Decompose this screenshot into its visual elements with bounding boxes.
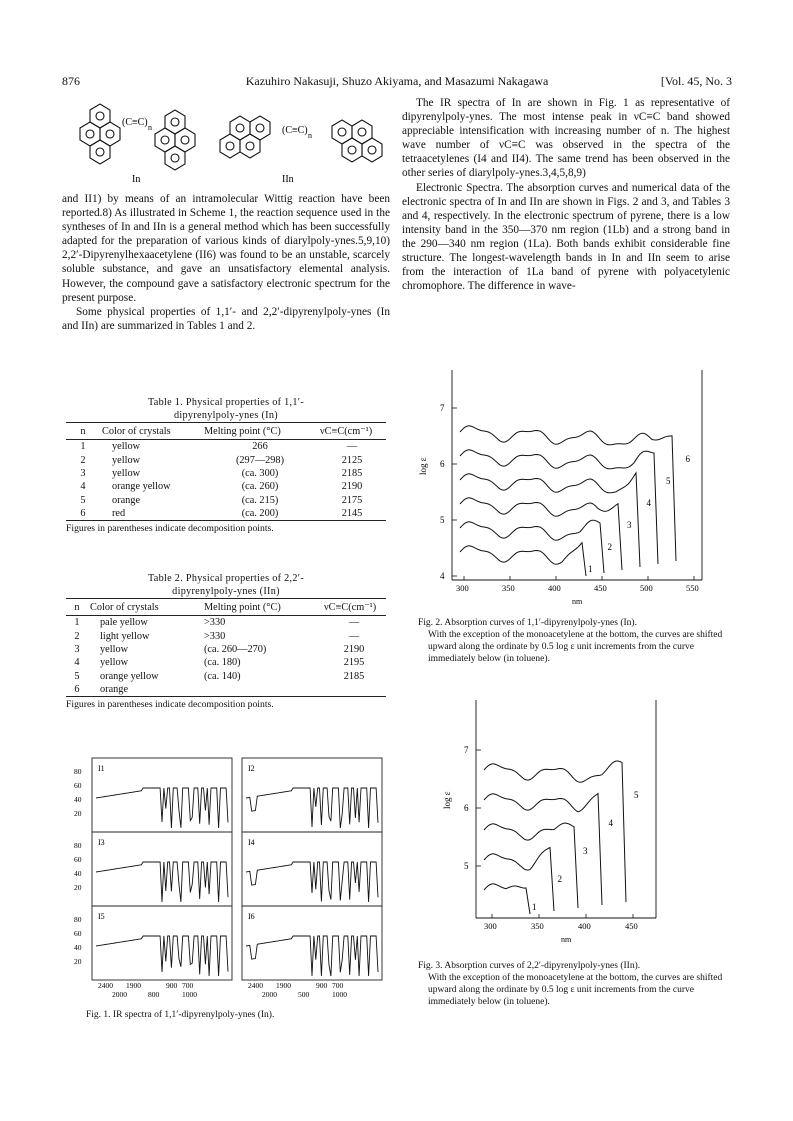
bond-text-ii: (C≡C) <box>282 125 308 136</box>
table-cell: (ca. 260—270) <box>204 643 267 655</box>
y-tick-label: 40 <box>74 795 82 804</box>
curve-label: 3 <box>627 520 632 530</box>
absorption-curve <box>460 543 586 576</box>
table-cell: 6 <box>66 683 88 697</box>
x-tick-label: 1900 <box>276 981 291 990</box>
y-tick-label: 20 <box>74 957 82 966</box>
table-cell: 3 <box>74 643 80 655</box>
ir-spectrum-line <box>246 936 378 976</box>
x-axis-label: nm <box>572 597 583 606</box>
right-column-text <box>402 96 730 293</box>
absorption-curve <box>484 884 530 914</box>
curve-label: 1 <box>532 902 537 912</box>
ir-spectrum-line <box>96 788 228 828</box>
table-cell: 266 <box>252 441 268 453</box>
y-axis-label: log ε <box>442 791 452 809</box>
y-tick-label: 6 <box>464 803 469 813</box>
y-tick-label: 5 <box>464 861 469 871</box>
x-tick-label: 1900 <box>126 981 141 990</box>
table-note: Figures in parentheses indicate decomposition points. <box>66 523 274 535</box>
y-tick-label: 60 <box>74 855 82 864</box>
table-cell: 2 <box>74 630 80 642</box>
x-tick-label: 450 <box>594 583 607 593</box>
panel-label: I3 <box>98 838 105 847</box>
table-cell: 5 <box>80 494 86 506</box>
column-header: Color of crystals <box>100 423 202 440</box>
panel-label: I5 <box>98 912 105 921</box>
table-cell: >330 <box>204 617 226 629</box>
panel-label: I4 <box>248 838 255 847</box>
curve-label: 4 <box>646 498 651 508</box>
table-cell <box>322 683 386 697</box>
figure-1-caption: Fig. 1. IR spectra of 1,1′-dipyrenylpoly-ynes (In). <box>86 1010 275 1020</box>
table-cell: 2185 <box>341 467 363 479</box>
figure-3-absorption <box>444 690 704 950</box>
y-tick-label: 80 <box>74 767 82 776</box>
table-row <box>66 467 386 480</box>
x-tick-label: 2400 <box>248 981 263 990</box>
paragraph: and II1) by means of an intramolecular Wittig reaction have been reported.8) As illustrated in Scheme 1, the reaction sequence used in the syntheses of In and IIn is a general method which has been successfully adapted for the preparation of various kinds of diarylpoly-ynes.5,9,10) 2,2′-Dipyrenylhexaacetylene (II6) was found to be an unstable, scarcely soluble substance, and gave an unsatisfactory elemental analysis. However, the compound gave a satisfactory electronic spectrum for the present purpose. <box>62 193 390 304</box>
y-tick-label: 40 <box>74 943 82 952</box>
ir-spectrum-line <box>246 862 378 902</box>
curve-label: 5 <box>634 790 639 800</box>
ir-spectrum-line <box>96 862 228 902</box>
x-tick-label: 800 <box>148 990 160 999</box>
left-column-text <box>62 192 390 333</box>
table-cell <box>202 683 322 697</box>
label-i: In <box>132 174 141 185</box>
caption-title: Fig. 2. Absorption curves of 1,1′-dipyrenylpoly-ynes (In). <box>418 618 637 628</box>
table-row <box>66 670 386 683</box>
x-tick-label: 350 <box>531 921 544 931</box>
x-tick-label: 1000 <box>182 990 197 999</box>
x-tick-label: 550 <box>686 583 699 593</box>
y-tick-label: 6 <box>440 459 445 469</box>
subscript-ii: n <box>308 131 312 140</box>
table-cell: 1 <box>80 441 86 453</box>
table-cell: orange yellow <box>100 670 159 682</box>
panel-label: I2 <box>248 764 255 773</box>
paragraph: Some physical properties of 1,1′- and 2,2′-dipyrenylpoly-ynes (In and IIn) are summarized in Tables 1 and 2. <box>62 305 390 332</box>
x-tick-label: 500 <box>640 583 653 593</box>
table-cell: 2125 <box>341 454 363 466</box>
table-cell: 2145 <box>318 507 386 521</box>
absorption-curve <box>460 498 622 570</box>
absorption-curve <box>484 761 626 902</box>
table-cell: 6 <box>66 507 100 521</box>
absorption-curve <box>460 426 676 561</box>
table-cell: 2175 <box>341 494 363 506</box>
x-tick-label: 300 <box>484 921 497 931</box>
table-cell: — <box>348 630 360 642</box>
caption-body: With the exception of the monoacetylene at the bottom, the curves are shifted upward along the ordinate by 0.5 log ε unit increments from the curve immediately below (in toluene). <box>428 973 723 1007</box>
x-tick-label: 500 <box>298 990 310 999</box>
x-tick-label: 1000 <box>332 990 347 999</box>
table-row <box>66 683 386 697</box>
table-2 <box>66 572 386 710</box>
table-cell: red <box>100 507 202 521</box>
absorption-curve <box>460 473 640 567</box>
x-tick-label: 700 <box>332 981 344 990</box>
curve-label: 1 <box>588 564 593 574</box>
table-cell: 3 <box>80 467 86 479</box>
table-cell: yellow <box>100 657 129 669</box>
table-row <box>66 656 386 669</box>
curve-label: 2 <box>607 542 612 552</box>
y-tick-label: 60 <box>74 781 82 790</box>
curve-label: 4 <box>608 818 613 828</box>
table-title: dipyrenylpoly-ynes (IIn) <box>172 586 280 597</box>
x-tick-label: 400 <box>578 921 591 931</box>
y-tick-label: 20 <box>74 809 82 818</box>
curve-label: 3 <box>583 846 588 856</box>
table-cell: 2195 <box>343 657 365 669</box>
table-cell: (ca. 260) <box>241 481 279 493</box>
figure-2-absorption <box>418 360 718 615</box>
table-title: dipyrenylpoly-ynes (In) <box>174 410 278 421</box>
table-cell: 2185 <box>343 670 365 682</box>
column-header: νC≡C(cm⁻¹) <box>322 599 386 616</box>
paragraph: The IR spectra of In are shown in Fig. 1 as representative of dipyrenylpoly-ynes. The most intense peak in νC≡C band showed appreciable intensification with increasing number of n. The highest wave number of νC≡C was observed in the spectra of the tetraacetylenes (I4 and II4). The same trend has been observed in the other series of diarylpoly-ynes.3,4,5,8,9) <box>402 97 730 180</box>
x-tick-label: 2000 <box>262 990 277 999</box>
table-row <box>66 440 386 454</box>
caption-body: With the exception of the monoacetylene at the bottom, the curves are shifted upward along the ordinate by 0.5 log ε unit increments from the curve immediately below (in toluene). <box>428 630 723 664</box>
table-cell: 1 <box>74 617 80 629</box>
table-row <box>66 453 386 466</box>
table-row <box>66 507 386 521</box>
table-note: Figures in parentheses indicate decomposition points. <box>66 699 274 711</box>
x-tick-label: 350 <box>502 583 515 593</box>
table-cell: — <box>348 617 360 629</box>
column-header: νC≡C(cm⁻¹) <box>318 423 386 440</box>
curve-label: 6 <box>685 454 690 464</box>
table-cell: orange yellow <box>112 481 171 493</box>
figure-2-caption <box>418 617 728 665</box>
absorption-curve <box>484 823 578 908</box>
table-cell: 2 <box>80 454 86 466</box>
bond-text-i: (C≡C) <box>122 117 148 128</box>
table-cell: yellow <box>112 441 141 453</box>
column-header: Melting point (°C) <box>202 423 318 440</box>
table-title: Table 1. Physical properties of 1,1′- <box>147 397 305 408</box>
label-ii: IIn <box>282 174 294 185</box>
table-cell: (ca. 140) <box>204 670 241 682</box>
subscript-i: n <box>148 123 152 132</box>
panel-label: I1 <box>98 764 105 773</box>
x-tick-label: 900 <box>166 981 178 990</box>
x-tick-label: 2000 <box>112 990 127 999</box>
table-cell: — <box>346 441 358 453</box>
y-tick-label: 4 <box>440 571 445 581</box>
y-axis-label: log ε <box>418 457 428 475</box>
absorption-curve <box>484 848 554 912</box>
y-tick-label: 7 <box>464 745 469 755</box>
table-row <box>66 616 386 630</box>
x-tick-label: 300 <box>456 583 469 593</box>
properties-table <box>66 422 386 521</box>
table-cell: (ca. 200) <box>202 507 318 521</box>
table-cell: (297—298) <box>235 454 285 466</box>
y-tick-label: 80 <box>74 915 82 924</box>
x-tick-label: 900 <box>316 981 328 990</box>
table-cell: orange <box>88 683 202 697</box>
chemical-structures <box>60 98 400 188</box>
curve-label: 5 <box>666 476 671 486</box>
y-tick-label: 20 <box>74 883 82 892</box>
x-tick-label: 700 <box>182 981 194 990</box>
author-line: Kazuhiro Nakasuji, Shuzo Akiyama, and Masazumi Nakagawa <box>245 74 549 88</box>
curve-label: 2 <box>557 874 562 884</box>
table-cell: 2190 <box>343 643 365 655</box>
table-cell: >330 <box>204 630 226 642</box>
table-cell: 4 <box>74 657 80 669</box>
running-header <box>62 74 732 90</box>
table-row <box>66 480 386 493</box>
volume-info: [Vol. 45, No. 3 <box>660 74 732 88</box>
y-tick-label: 80 <box>74 841 82 850</box>
figure-1-ir-spectra <box>62 750 392 1030</box>
table-cell: (ca. 300) <box>241 467 279 479</box>
y-tick-label: 40 <box>74 869 82 878</box>
table-cell: (ca. 215) <box>241 494 279 506</box>
page-number: 876 <box>62 74 80 88</box>
y-tick-label: 5 <box>440 515 445 525</box>
table-cell: 4 <box>80 481 86 493</box>
ir-spectrum-line <box>246 788 378 828</box>
table-row <box>66 629 386 642</box>
table-row <box>66 643 386 656</box>
x-tick-label: 2400 <box>98 981 113 990</box>
table-cell: orange <box>112 494 141 506</box>
caption-title: Fig. 3. Absorption curves of 2,2′-dipyrenylpoly-ynes (IIn). <box>418 961 641 971</box>
table-cell: 2190 <box>341 481 363 493</box>
column-header: Color of crystals <box>88 599 202 616</box>
column-header: n <box>66 599 88 616</box>
table-cell: 5 <box>74 670 80 682</box>
figure-3-caption <box>418 960 728 1008</box>
table-cell: yellow <box>100 643 129 655</box>
table-1 <box>66 396 386 534</box>
properties-table <box>66 598 386 697</box>
table-cell: pale yellow <box>100 617 148 629</box>
table-cell: light yellow <box>100 630 150 642</box>
absorption-curve <box>460 450 658 564</box>
x-axis-label: nm <box>561 935 572 944</box>
column-header: n <box>66 423 100 440</box>
table-cell: (ca. 180) <box>204 657 241 669</box>
paragraph: Electronic Spectra. The absorption curves and numerical data of the electronic spectra of In and IIn are shown in Figs. 2 and 3, and Tables 3 and 4, respectively. In the electronic spectrum of pyrene, there is a low intensity band in the 350—370 nm region (1Lb) and a strong band in the 290—340 nm region (1La). Both bands exhibit considerable fine structure. The longest-wavelength bands in In and IIn seem to arise from the interaction of 1La band of pyrene with polyacetylenic chromophore. The difference in wave- <box>402 181 730 293</box>
table-title: Table 2. Physical properties of 2,2′- <box>147 573 305 584</box>
column-header: Melting point (°C) <box>202 599 322 616</box>
panel-label: I6 <box>248 912 255 921</box>
y-tick-label: 60 <box>74 929 82 938</box>
x-tick-label: 450 <box>625 921 638 931</box>
table-cell: yellow <box>112 454 141 466</box>
ir-spectrum-line <box>96 936 228 976</box>
table-cell: yellow <box>112 467 141 479</box>
table-row <box>66 494 386 507</box>
y-tick-label: 7 <box>440 403 445 413</box>
x-tick-label: 400 <box>548 583 561 593</box>
